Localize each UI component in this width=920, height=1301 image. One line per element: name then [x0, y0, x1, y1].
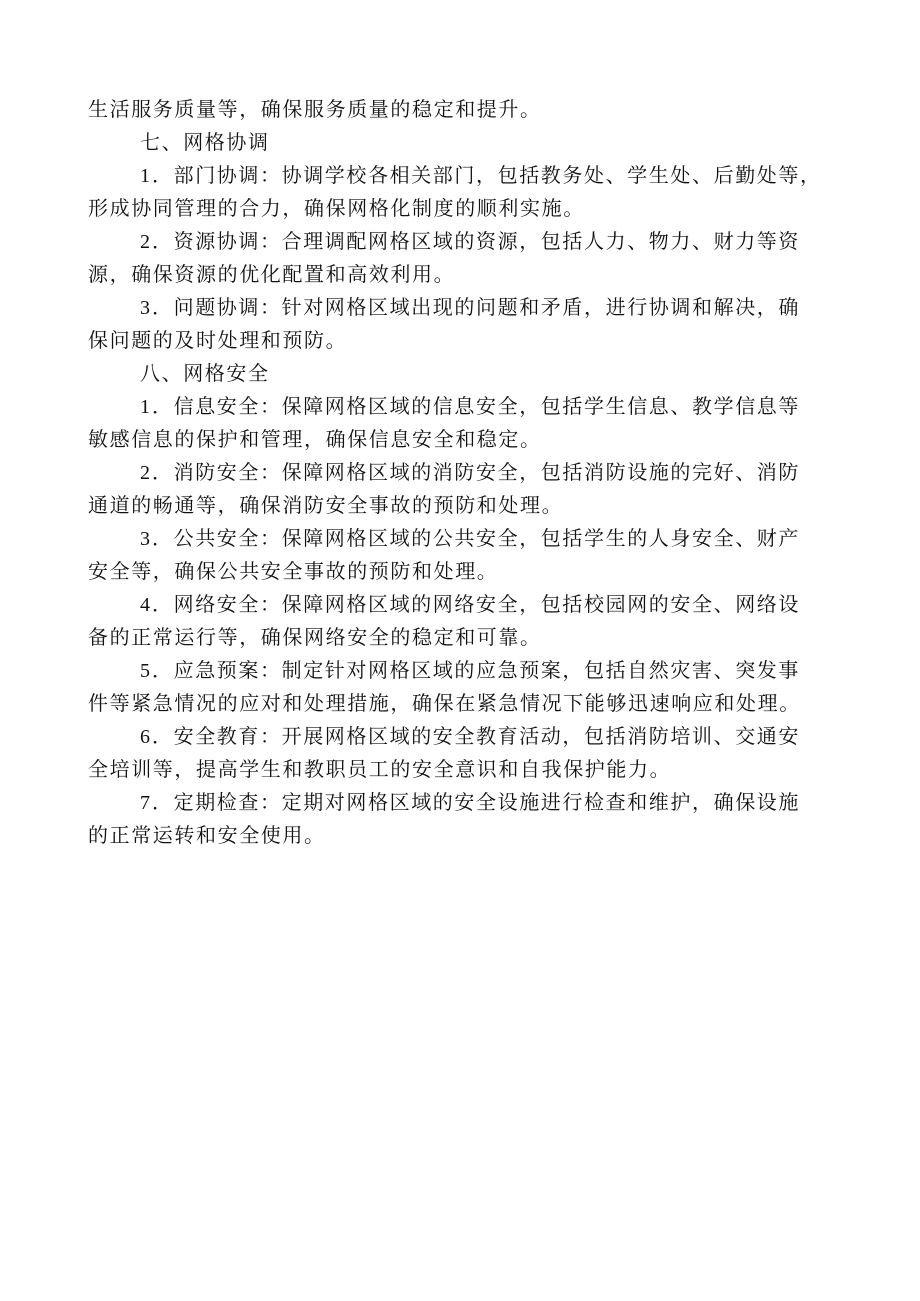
- item-text-line-1: ．安全教育：开展网格区域的安全教育活动，包括消防培训、交通安: [152, 724, 800, 748]
- item-text-line-2: 敏感信息的保护和管理，确保信息安全和稳定。: [88, 427, 542, 451]
- item-number: 2: [140, 462, 152, 484]
- section-7-item-1: [88, 159, 858, 225]
- item-text-line-2: 备的正常运行等，确保网络安全的稳定和可靠。: [88, 625, 542, 649]
- item-text-line-2: 件等紧急情况的应对和处理措施，确保在紧急情况下能够迅速响应和处理。: [88, 691, 801, 715]
- item-text-line-2: 全培训等，提高学生和教职员工的安全意识和自我保护能力。: [88, 757, 672, 781]
- item-text-line-1: ．问题协调：针对网格区域出现的问题和矛盾，进行协调和解决，确: [152, 295, 800, 319]
- item-text-line-1: ．应急预案：制定针对网格区域的应急预案，包括自然灾害、突发事: [152, 658, 800, 682]
- intro-line: 生活服务质量等，确保服务质量的稳定和提升。: [88, 97, 542, 121]
- item-text-line-2: 通道的畅通等，确保消防安全事故的预防和处理。: [88, 493, 564, 517]
- item-text-line-1: ．消防安全：保障网格区域的消防安全，包括消防设施的完好、消防: [152, 460, 800, 484]
- document-page: [88, 93, 858, 852]
- item-text-line-2: 安全等，确保公共安全事故的预防和处理。: [88, 559, 499, 583]
- item-number: 5: [140, 660, 152, 682]
- item-number: 3: [140, 528, 152, 550]
- item-text-line-1: ．定期检查：定期对网格区域的安全设施进行检查和维护，确保设施: [152, 790, 800, 814]
- item-text-line-2: 形成协同管理的合力，确保网格化制度的顺利实施。: [88, 196, 585, 220]
- item-text-line-1: ．信息安全：保障网格区域的信息安全，包括学生信息、教学信息等: [152, 394, 800, 418]
- section-8-item-2: [88, 456, 858, 522]
- section-8-item-5: [88, 654, 858, 720]
- item-number: 3: [140, 297, 152, 319]
- item-text-line-2: 的正常运转和安全使用。: [88, 823, 326, 847]
- section-7-title: 七、网格协调: [140, 130, 270, 154]
- section-8-item-7: [88, 786, 858, 852]
- item-text-line-1: ．资源协调：合理调配网格区域的资源，包括人力、物力、财力等资: [152, 229, 800, 253]
- section-7-item-3: [88, 291, 858, 357]
- item-text-line-1: ．部门协调：协调学校各相关部门，包括教务处、学生处、后勤处等，: [152, 163, 822, 187]
- section-8-item-1: [88, 390, 858, 456]
- item-text-line-1: ．网络安全：保障网格区域的网络安全，包括校园网的安全、网络设: [152, 592, 800, 616]
- section-8-item-3: [88, 522, 858, 588]
- item-number: 6: [140, 726, 152, 748]
- section-8-title: 八、网格安全: [140, 361, 270, 385]
- item-number: 7: [140, 792, 152, 814]
- item-number: 1: [140, 396, 152, 418]
- section-7-item-2: [88, 225, 858, 291]
- item-text-line-2: 源，确保资源的优化配置和高效利用。: [88, 262, 456, 286]
- item-number: 1: [140, 165, 152, 187]
- item-number: 4: [140, 594, 152, 616]
- item-text-line-2: 保问题的及时处理和预防。: [88, 328, 348, 352]
- item-number: 2: [140, 231, 152, 253]
- section-8-item-4: [88, 588, 858, 654]
- section-8-item-6: [88, 720, 858, 786]
- item-text-line-1: ．公共安全：保障网格区域的公共安全，包括学生的人身安全、财产: [152, 526, 800, 550]
